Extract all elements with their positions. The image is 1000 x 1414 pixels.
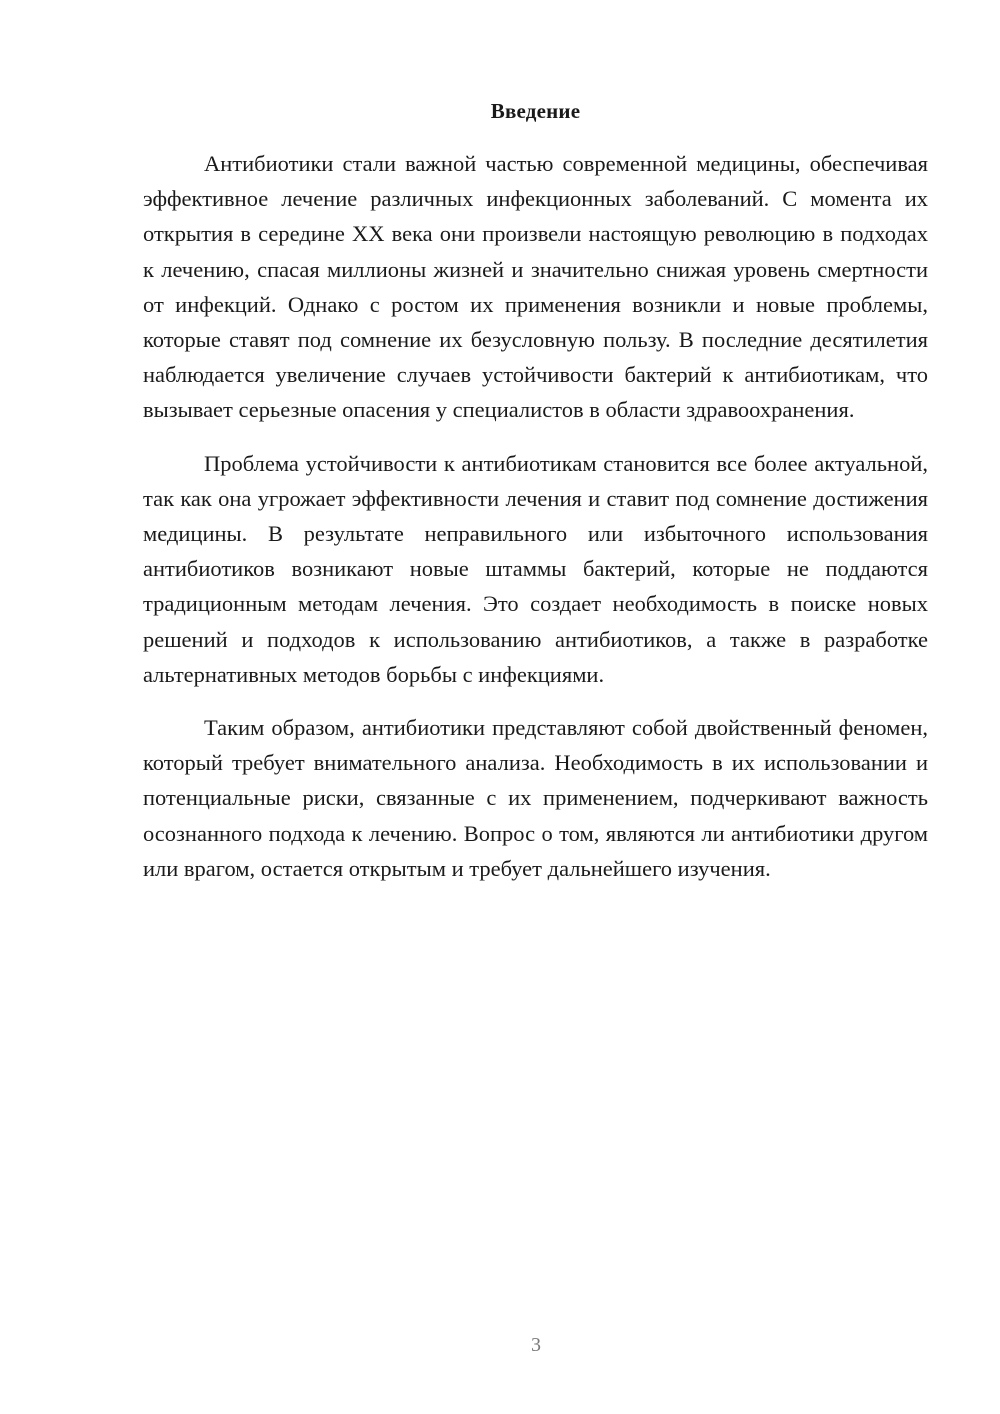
paragraph-1: Антибиотики стали важной частью современной медицины, обеспечивая эффективное лечение различных инфекционных заболеваний. С момента их открытия в середине XX века они произвели настоящую революцию в подходах к лечению, спасая миллионы жизней и значительно снижая уровень смертности от инфекций. Однако с ростом их применения возникли и новые проблемы, которые ставят под сомнение их безусловную пользу. В последние десятилетия наблюдается увеличение случаев устойчивости бактерий к антибиотикам, что вызывает серьезные опасения у специалистов в области здравоохранения. — [143, 151, 928, 423]
paragraph-3: Таким образом, антибиотики представляют собой двойственный феномен, который требует внимательного анализа. Необходимость в их использовании и потенциальные риски, связанные с их применением, подчеркивают важность осознанного подхода к лечению. Вопрос о том, являются ли антибиотики другом или врагом, остается открытым и требует дальнейшего изучения. — [143, 715, 928, 881]
paragraph-2: Проблема устойчивости к антибиотикам становится все более актуальной, так как она угрожает эффективности лечения и ставит под сомнение достижения медицины. В результате неправильного или избыточного использования антибиотиков возникают новые штаммы бактерий, которые не поддаются традиционным методам лечения. Это создает необходимость в поиске новых решений и подходов к использованию антибиотиков, а также в разработке альтернативных методов борьбы с инфекциями. — [143, 450, 928, 687]
section-title: Введение — [490, 99, 581, 123]
page-content — [143, 96, 928, 886]
page-number: 3 — [531, 1334, 541, 1356]
